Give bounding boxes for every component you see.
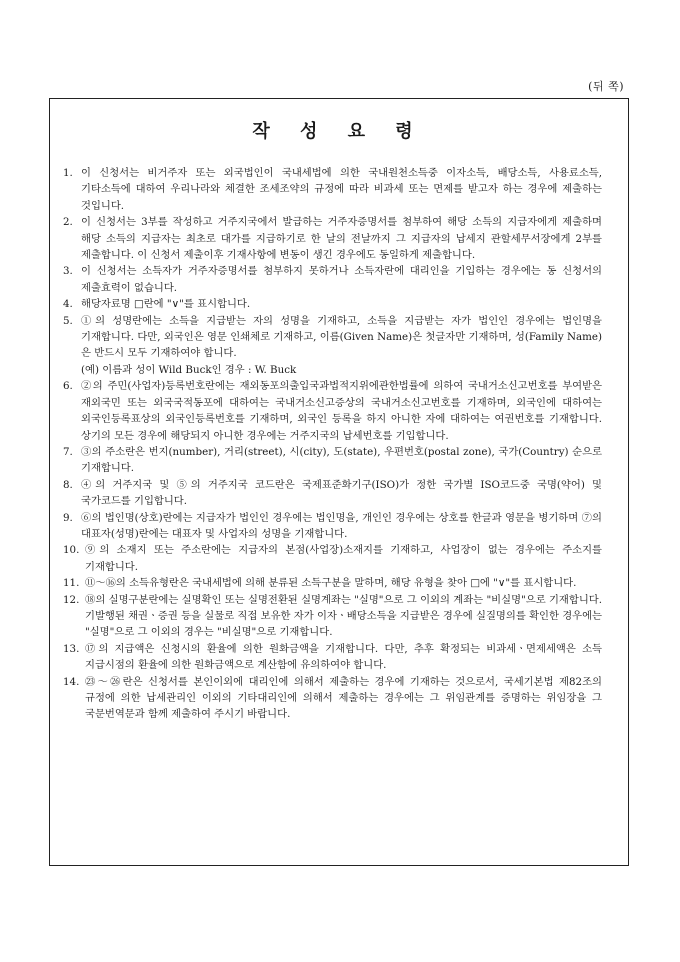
instruction-text: 이 신청서는 비거주자 또는 외국법인이 국내세법에 의한 국내원천소득중 이자소득, 배당소득, 사용료소득, 기타소득에 대하여 우리나라와 체결한 조세조약의 규정에 따라 비과세 또는 면제를 받고자 하는 경우에 제출하는 것입니다. bbox=[81, 167, 602, 212]
instruction-item-1 bbox=[63, 165, 602, 214]
instruction-item-4 bbox=[63, 296, 602, 312]
instruction-text: ⑥의 법인명(상호)란에는 지급자가 법인인 경우에는 법인명을, 개인인 경우에는 상호를 한글과 영문을 병기하며 ⑦의 대표자(성명)란에는 대표자 및 사업자의 성명을 기재합니다. bbox=[81, 511, 602, 540]
instruction-number: 9. bbox=[63, 511, 73, 524]
instruction-number: 5. bbox=[63, 314, 73, 327]
instruction-item-8 bbox=[63, 477, 602, 510]
instruction-item-11 bbox=[63, 575, 602, 591]
instruction-number: 2. bbox=[63, 216, 73, 229]
instruction-item-13 bbox=[63, 641, 602, 674]
instruction-text: ①의 성명란에는 소득을 지급받는 자의 성명을 기재하고, 소득을 지급받는 자가 법인인 경우에는 법인명을 기재합니다. 다만, 외국인은 영문 인쇄체로 기재하고, 이름(Given Name)은 첫글자만 기재하며, 성(Family Name)은 반드시 모두 기재하여야 합니다. bbox=[81, 314, 602, 360]
instruction-text: 이 신청서는 소득자가 거주자증명서를 첨부하지 못하거나 소득자란에 대리인을 기입하는 경우에는 동 신청서의 제출효력이 없습니다. bbox=[81, 265, 602, 294]
instruction-example: (예) 이름과 성이 Wild Buck인 경우 : W. Buck bbox=[81, 363, 297, 376]
instruction-item-14 bbox=[63, 674, 602, 723]
instruction-text-group bbox=[81, 313, 602, 379]
instruction-text: 이 신청서는 3부를 작성하고 거주지국에서 발급하는 거주자증명서를 첨부하여 해당 소득의 지급자에게 제출하며 해당 소득의 지급자는 최초로 대가를 지급하기로 한 날의 전날까지 그 지급자의 납세지 관할세무서장에게 2부를 제출합니다. 이 신청서 제출이후 기재사항에 변동이 생긴 경우에도 동일하게 제출합니다. bbox=[81, 216, 602, 262]
instruction-item-10 bbox=[63, 542, 602, 575]
instruction-number: 7. bbox=[63, 445, 73, 458]
instruction-number: 4. bbox=[63, 298, 73, 311]
instruction-number: 11. bbox=[63, 577, 80, 590]
instruction-item-2 bbox=[63, 214, 602, 263]
instruction-text: ②의 주민(사업자)등록번호란에는 재외동포의출입국과법적지위에관한법률에 의하여 국내거소신고번호를 부여받은 재외국민 또는 외국국적동포에 대하여는 국내거소신고증상의 국내거소신고번호를 기재하며, 외국인에 대하여는 외국인등록표상의 외국인등록번호를 기재하며, 외국인 등록을 하지 아니한 자에 대하여는 여권번호를 기재합니다. 상기의 모든 경우에 해당되지 아니한 경우에는 거주지국의 납세번호를 기입합니다. bbox=[81, 380, 602, 442]
instruction-number: 6. bbox=[63, 380, 73, 393]
instruction-number: 13. bbox=[63, 642, 80, 655]
instruction-item-5 bbox=[63, 313, 602, 379]
instructions-frame bbox=[49, 98, 629, 866]
instruction-text: ⑪～⑯의 소득유형란은 국내세법에 의해 분류된 소득구분을 말하며, 해당 유형을 찾아 □에 "∨"를 표시합니다. bbox=[85, 577, 577, 590]
instruction-text: 해당자료명 □란에 "∨"를 표시합니다. bbox=[81, 298, 251, 311]
instruction-number: 1. bbox=[63, 167, 73, 179]
instruction-number: 14. bbox=[63, 675, 80, 688]
instruction-item-3 bbox=[63, 263, 602, 296]
instruction-text: ⑨의 소재지 또는 주소란에는 지급자의 본점(사업장)소재지를 기재하고, 사업장이 없는 경우에는 주소지를 기재합니다. bbox=[85, 544, 602, 573]
instruction-item-6 bbox=[63, 378, 602, 444]
instruction-text: ④의 거주지국 및 ⑤의 거주지국 코드란은 국제표준화기구(ISO)가 정한 국가별 ISO코드중 국명(약어) 및 국가코드를 기입합니다. bbox=[81, 478, 602, 508]
instruction-item-7 bbox=[63, 444, 602, 477]
instruction-text: ⑰의 지급액은 신청시의 환율에 의한 원화금액을 기재합니다. 다만, 추후 확정되는 비과세ㆍ면제세액은 소득 지급시점의 환율에 의한 원화금액으로 계산함에 유의하여야 합니다. bbox=[85, 642, 602, 672]
instruction-number: 3. bbox=[63, 265, 73, 278]
instruction-text: ⑱의 실명구분란에는 실명확인 또는 실명전환된 실명계좌는 "실명"으로 그 이외의 계좌는 "비실명"으로 기재합니다. 기발행된 채권ㆍ증권 등을 실물로 직접 보유한 자가 이자ㆍ배당소득을 지급받은 경우에 실질명의를 확인한 경우에는 "실명"으로 그 이외의 경우는 "비실명"으로 기재합니다. bbox=[85, 593, 602, 639]
instruction-item-9 bbox=[63, 510, 602, 543]
page-side-label: (뒤 쪽) bbox=[588, 80, 624, 93]
instruction-text: ㉓～㉖란은 신청서를 본인이외에 대리인에 의해서 제출하는 경우에 기재하는 것으로서, 국세기본법 제82조의 규정에 의한 납세관리인 이외의 기타대리인에 의해서 제출하는 경우에는 그 위임관계를 증명하는 위임장을 그 국문번역문과 함께 제출하여 주시기 바랍니다. bbox=[85, 675, 602, 721]
instructions-list bbox=[63, 165, 602, 723]
instructions-title: 작 성 요 령 bbox=[252, 121, 425, 142]
instruction-number: 8. bbox=[63, 478, 73, 491]
instruction-text: ③의 주소란은 번지(number), 거리(street), 시(city), 도(state), 우편번호(postal zone), 국가(Country) 순으로 기재합니다. bbox=[81, 445, 602, 475]
instruction-item-12 bbox=[63, 592, 602, 641]
instruction-number: 10. bbox=[63, 544, 80, 557]
instruction-number: 12. bbox=[63, 593, 80, 606]
